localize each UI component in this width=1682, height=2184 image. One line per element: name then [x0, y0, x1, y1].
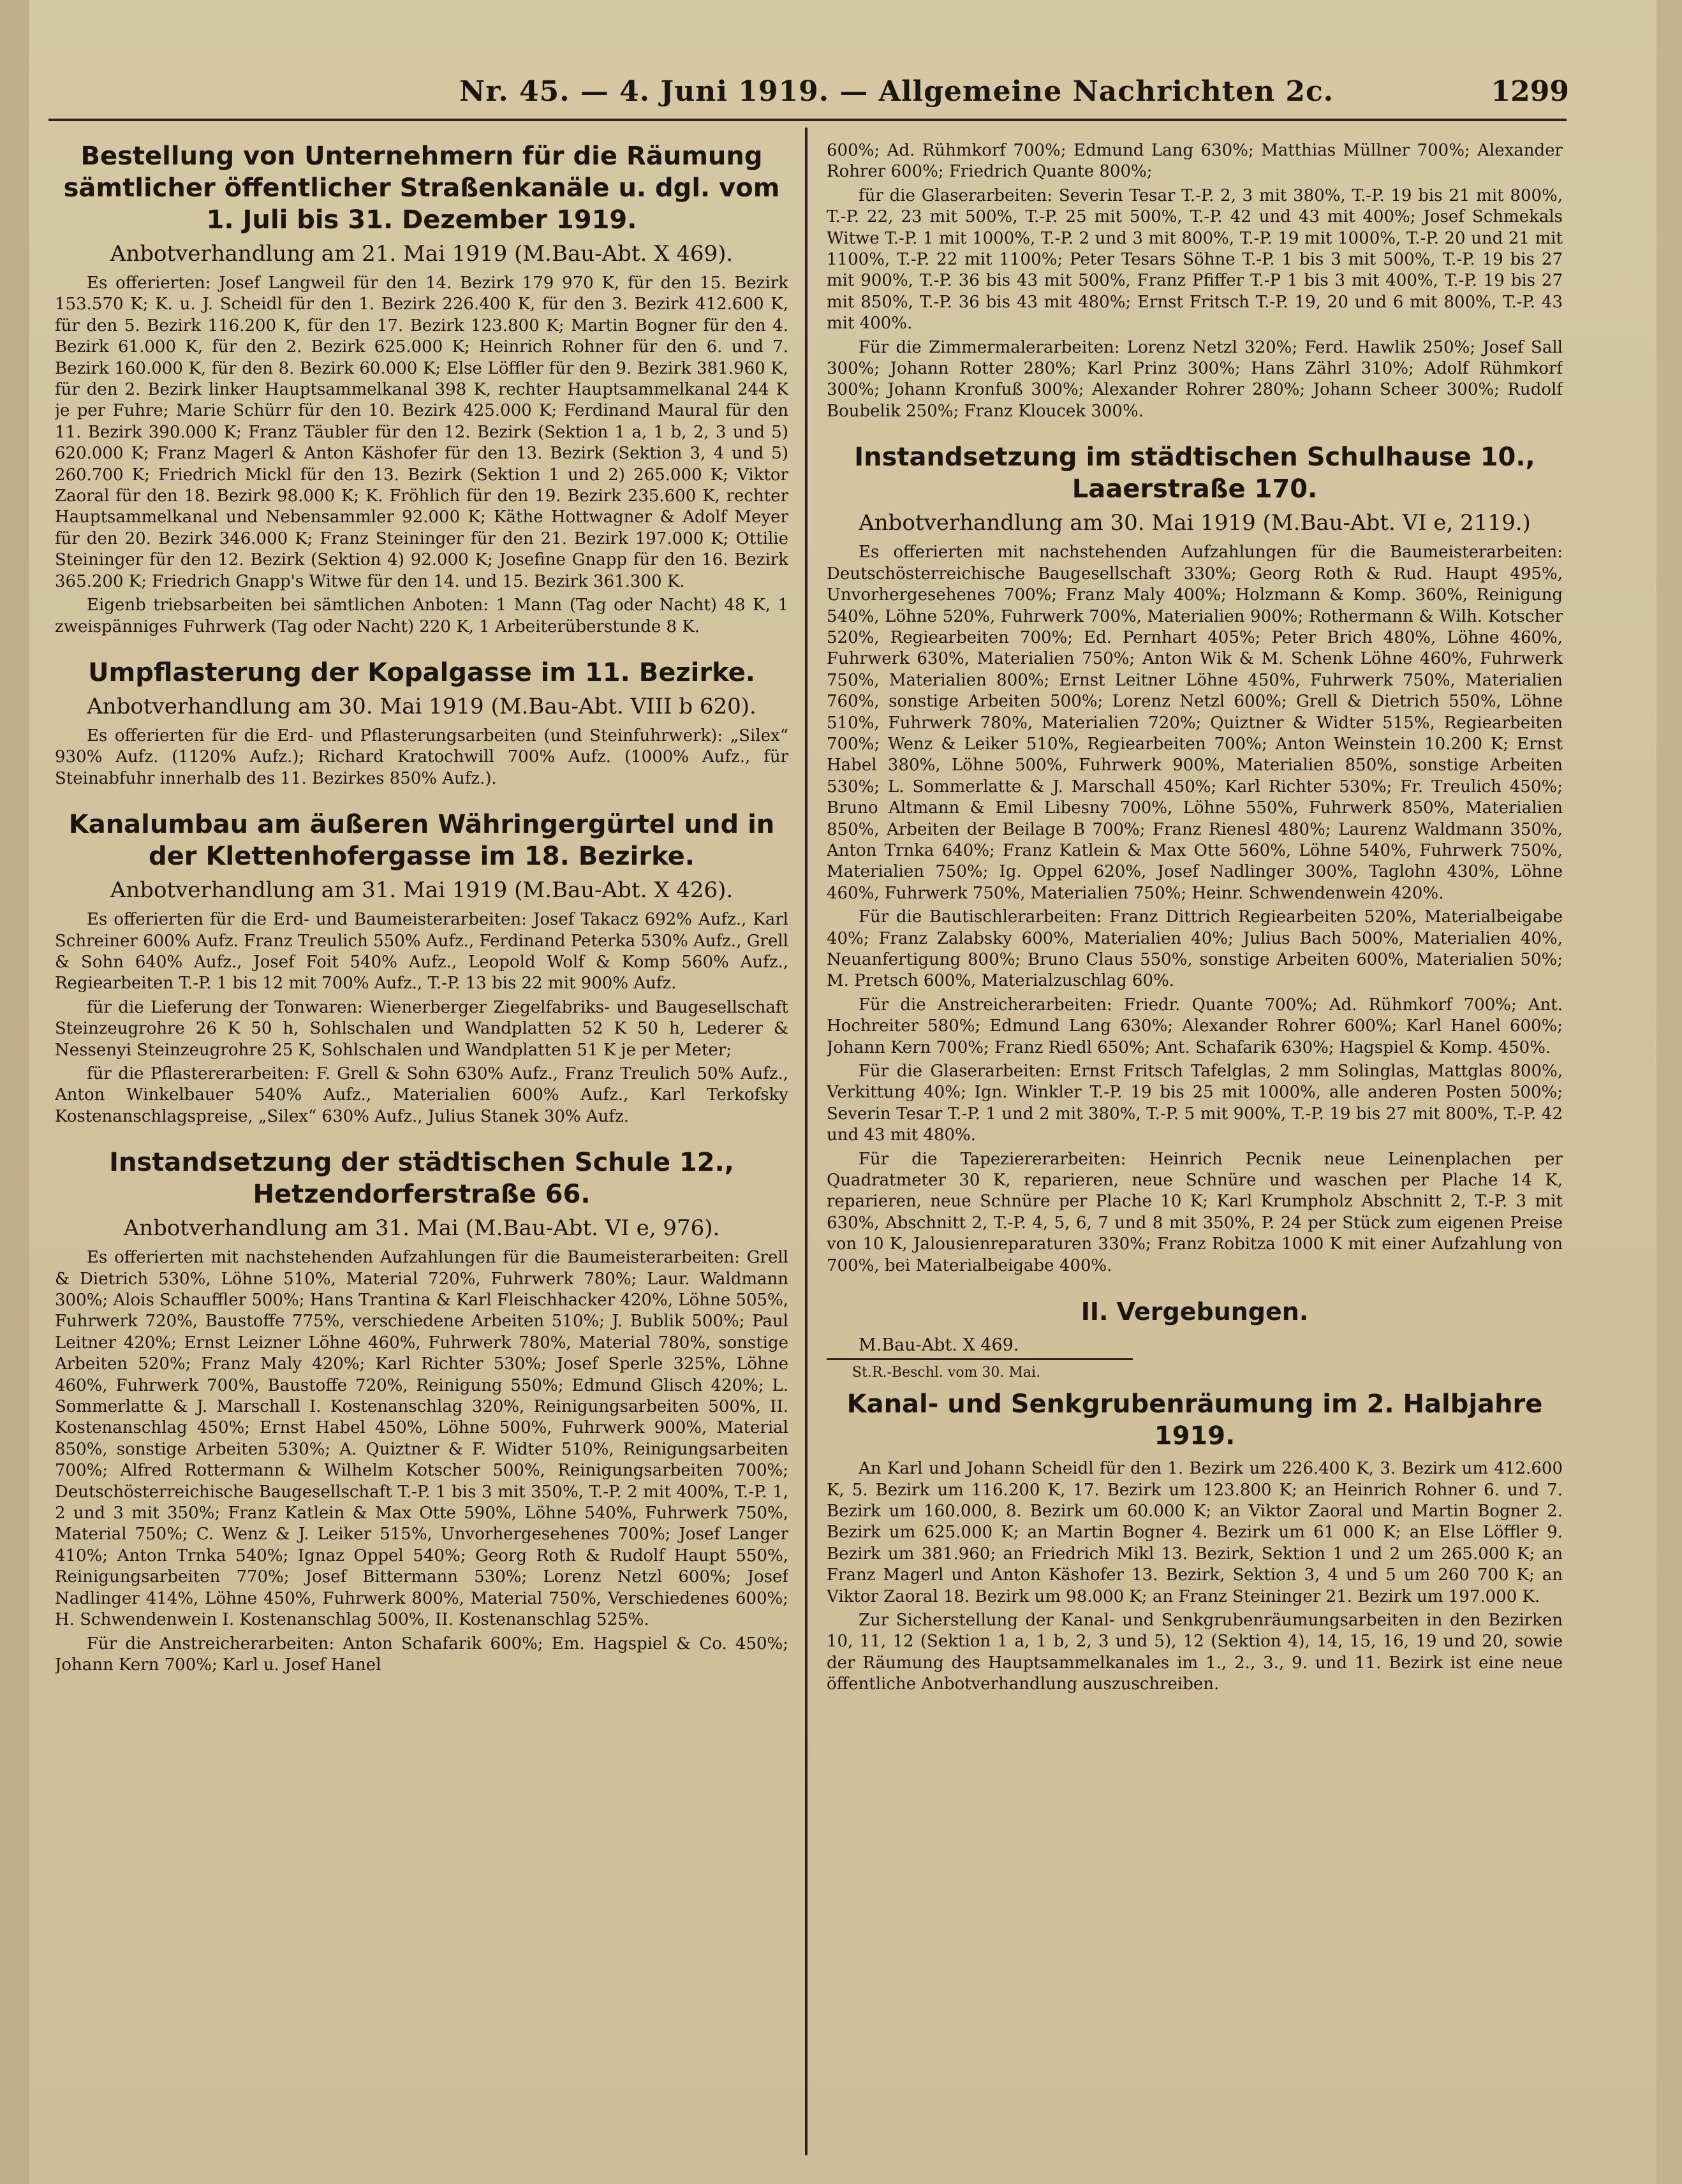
article-paragraph: für die Pflastererarbeiten: F. Grell & Sohn 630% Aufz., Franz Treulich 50% Aufz., Anton Winkelbauer 540% Aufz., Materialien 600% Aufz., Karl Terkofsky Kostenanschlagspreise, „Silex“ 630% Aufz., Julius Stanek 30% Aufz.	[55, 1064, 788, 1126]
article-subtitle: Anbotverhandlung am 30. Mai 1919 (M.Bau-Abt. VIII b 620).	[87, 693, 756, 719]
reference-rule	[827, 1358, 1133, 1360]
page-edge-left	[0, 0, 29, 2184]
article-title: Instandsetzung im städtischen Schulhause 10., Laaerstraße 170.	[854, 443, 1535, 504]
article-paragraph: für die Lieferung der Tonwaren: Wienerberger Ziegelfabriks- und Baugesellschaft Steinzeugrohre 26 K 50 h, Sohlschalen und Wandplatten 52 K 50 h, Lederer & Nessenyi Steinzeugrohre 25 K, Sohlschalen und Wandplatten 51 K je per Meter;	[55, 997, 788, 1060]
page-edge-right	[1656, 0, 1682, 2184]
page-number: 1299	[1491, 75, 1569, 108]
article-paragraph: Für die Tapeziererarbeiten: Heinrich Pecnik neue Leinenplachen per Quadratmeter 30 K, reparieren, neue Schnüre und waschen per Plache 14 K, reparieren, neue Schnüre per Plache 10 K; Karl Krumpholz Abschnitt 2, T.-P. 3 mit 630%, Abschnitt 2, T.-P. 4, 5, 6, 7 und 8 mit 350%, P. 24 per Stück zum eigenen Preise von 10 K, Jalousienreparaturen 330%; Franz Robitza 1000 K mit einer Aufzahlung von 700%, bei Materialbeigabe 400%.	[827, 1149, 1563, 1275]
article-title: Bestellung von Unternehmern für die Räumung sämtlicher öffentlicher Straßenkanäle u. dgl. vom 1. Juli bis 31. Dezember 1919.	[63, 142, 780, 235]
article-subtitle: Anbotverhandlung am 31. Mai (M.Bau-Abt. VI e, 976).	[123, 1215, 720, 1242]
article-paragraph: Für die Glaserarbeiten: Ernst Fritsch Tafelglas, 2 mm Solinglas, Mattglas 800%, Verkittung 40%; Ign. Winkler T.-P. 19 bis 25 mit 1000%, alle anderen Posten 500%; Severin Tesar T.-P. 1 und 2 mit 380%, T.-P. 5 mit 900%, T.-P. 19 bis 27 mit 800%, T.-P. 42 und 43 mit 480%.	[827, 1062, 1563, 1145]
article-kopalgasse	[55, 657, 788, 789]
right-column	[827, 140, 1563, 2143]
reference-line: M.Bau-Abt. X 469.	[859, 1335, 1019, 1356]
article-paragraph: Eigenb triebsarbeiten bei sämtlichen Anboten: 1 Mann (Tag oder Nacht) 48 K, 1 zweispänniges Fuhrwerk (Tag oder Nacht) 220 K, 1 Arbeiterüberstunde 8 K.	[55, 596, 788, 636]
header-title: Nr. 45. — 4. Juni 1919. — Allgemeine Nachrichten 2c.	[459, 75, 1334, 108]
article-continuation	[827, 140, 1563, 422]
column-divider	[805, 128, 808, 2155]
article-paragraph: Es offerierten für die Erd- und Baumeisterarbeiten: Josef Takacz 692% Aufz., Karl Schreiner 600% Aufz. Franz Treulich 550% Aufz., Ferdinand Peterka 530% Aufz., Grell & Sohn 640% Aufz., Josef Foit 540% Aufz., Leopold Wolf & Komp 560% Aufz., Regiearbeiten T.-P. 1 bis 12 mit 700% Aufz., T.-P. 13 bis 22 mit 900% Aufz.	[55, 910, 788, 993]
article-title: Instandsetzung der städtischen Schule 12., Hetzendorferstraße 66.	[109, 1148, 734, 1210]
reference-line-2: St.R.-Beschl. vom 30. Mai.	[852, 1365, 1041, 1381]
article-paragraph: An Karl und Johann Scheidl für den 1. Bezirk um 226.400 K, 3. Bezirk um 412.600 K, 5. Bezirk um 116.200 K, 17. Bezirk um 123.800 K; an Heinrich Rohner 6. und 7. Bezirk um 160.000, 8. Bezirk um 60.000 K; an Viktor Zaoral und Martin Bogner 2. Bezirk um 625.000 K; an Martin Bogner 4. Bezirk um 61 000 K; an Else Löffler 9. Bezirk um 381.960; an Friedrich Mikl 13. Bezirk, Sektion 1 und 2 um 265.000 K; an Franz Magerl und Anton Käshofer 13. Bezirk, Sektion 3, 4 und 5 um 260 700 K; an Viktor Zaoral 18. Bezirk um 98.000 K; an Franz Steininger 21. Bezirk um 197.000 K.	[827, 1459, 1563, 1606]
article-paragraph: Für die Anstreicherarbeiten: Anton Schafarik 600%; Em. Hagspiel & Co. 450%; Johann Kern 700%; Karl u. Josef Hanel	[55, 1634, 788, 1675]
article-kanalumbau-waehringerguertel	[55, 809, 788, 1127]
article-paragraph: Für die Anstreicherarbeiten: Friedr. Quante 700%; Ad. Rühmkorf 700%; Ant. Hochreiter 580%; Edmund Lang 630%; Alexander Rohrer 600%; Karl Hanel 600%; Johann Kern 700%; Franz Riedl 650%; Ant. Schafarik 630%; Hagspiel & Komp. 450%.	[827, 995, 1563, 1057]
article-paragraph: Für die Bautischlerarbeiten: Franz Dittrich Regiearbeiten 520%, Materialbeigabe 40%; Franz Zalabsky 600%, Materialien 40%; Julius Bach 500%, Materialien 40%, Neuanfertigung 800%; Bruno Claus 550%, sonstige Arbeiten 600%, Materialien 50%; M. Pretsch 600%, Materialzuschlag 60%.	[827, 907, 1563, 991]
article-schule-hetzendorferstrasse	[55, 1147, 788, 1676]
article-title: Umpflasterung der Kopalgasse im 11. Bezirke.	[88, 657, 755, 687]
article-paragraph: Es offerierten für die Erd- und Pflasterungsarbeiten (und Steinfuhrwerk): „Silex“ 930% Aufz. (1120% Aufz.); Richard Kratochwill 700% Aufz. (1000% Aufz., für Steinabfuhr innerhalb des 11. Bezirkes 850% Aufz.).	[55, 726, 788, 788]
article-paragraph: Zur Sicherstellung der Kanal- und Senkgrubenräumungsarbeiten in den Bezirken 10, 11, 12 (Sektion 1 a, 1 b, 2, 3 und 5), 12 (Sektion 4), 14, 15, 16, 19 und 20, sowie der Räumung des Hauptsammelkanales im 1., 2., 3., 9. und 11. Bezirk ist eine neue öffentliche Anbotverhandlung auszuschreiben.	[827, 1610, 1563, 1694]
article-subtitle: Anbotverhandlung am 30. Mai 1919 (M.Bau-Abt. VI e, 2119.)	[859, 510, 1531, 536]
article-schulhaus-laaerstrasse	[827, 441, 1563, 1277]
article-subtitle: Anbotverhandlung am 31. Mai 1919 (M.Bau-Abt. X 426).	[110, 877, 734, 904]
article-title: Kanal- und Senkgrubenräumung im 2. Halbjahre 1919.	[846, 1389, 1543, 1451]
article-vergebungen	[827, 1296, 1563, 1695]
left-column	[55, 140, 788, 2143]
article-title: Kanalumbau am äußeren Währingergürtel und in der Klettenhofergasse im 18. Bezirke.	[68, 810, 775, 872]
article-paragraph: Es offerierten mit nachstehenden Aufzahlungen für die Baumeisterarbeiten: Grell & Dietrich 530%, Löhne 510%, Material 720%, Fuhrwerk 780%; Laur. Waldmann 300%; Alois Schauffler 500%; Hans Trantina & Karl Fleischhacker 420%, Löhne 505%, Fuhrwerk 720%, Baustoffe 775%, verschiedene Arbeiten 510%; J. Bublik 500%; Paul Leitner 420%; Ernst Leizner Löhne 460%, Fuhrwerk 780%, Material 780%, sonstige Arbeiten 520%; Franz Maly 420%; Karl Richter 530%; Josef Sperle 325%, Löhne 460%, Fuhrwerk 700%, Baustoffe 720%, Reinigung 550%; Edmund Glisch 420%; L. Sommerlatte & J. Marschall I. Kostenanschlag 320%, Reinigungsarbeiten 500%, II. Kostenanschlag 450%; Ernst Habel 450%, Löhne 500%, Fuhrwerk 900%, Material 850%, sonstige Arbeiten 530%; A. Quiztner & F. Widter 510%, Reinigungsarbeiten 700%; Alfred Rottermann & Wilhelm Kotscher 500%, Reinigungsarbeiten 700%; Deutschösterreichische Baugesellschaft T.-P. 1 bis 3 mit 350%, T.-P. 2 mit 400%, T.-P. 1, 2 und 3 mit 350%; Franz Katlein & Max Otte 590%, Löhne 540%, Fuhrwerk 750%, Material 750%; C. Wenz & J. Leiker 515%, Unvorhergesehenes 700%; Josef Langer 410%; Anton Trnka 540%; Ignaz Oppel 540%; Georg Roth & Rudolf Haupt 550%, Reinigungsarbeiten 770%; Josef Bittermann 530%; Lorenz Netzl 600%; Josef Nadlinger 414%, Löhne 450%, Fuhrwerk 800%, Material 750%, Verschiedenes 600%; H. Schwendenwein I. Kostenanschlag 500%, II. Kostenanschlag 525%.	[55, 1248, 788, 1630]
article-kanalraeumung-bestellung	[55, 140, 788, 638]
article-paragraph: Für die Zimmermalerarbeiten: Lorenz Netzl 320%; Ferd. Hawlik 250%; Josef Sall 300%; Johann Rotter 280%; Karl Prinz 300%; Hans Zährl 310%; Adolf Rühmkorf 300%; Johann Kronfuß 300%; Alexander Rohrer 280%; Johann Scheer 300%; Rudolf Boubelik 250%; Franz Kloucek 300%.	[827, 337, 1563, 421]
article-subtitle: Anbotverhandlung am 21. Mai 1919 (M.Bau-Abt. X 469).	[110, 241, 734, 267]
article-paragraph: Es offerierten: Josef Langweil für den 14. Bezirk 179 970 K, für den 15. Bezirk 153.570 K; K. u. J. Scheidl für den 1. Bezirk 226.400 K, für den 3. Bezirk 412.600 K, für den 5. Bezirk 116.200 K, für den 17. Bezirk 123.800 K; Martin Bogner für den 4. Bezirk 61.000 K, für den 2. Bezirk 625.000 K; Heinrich Rohner für den 6. und 7. Bezirk 160.000 K, für den 8. Bezirk 60.000 K; Else Löffler für den 9. Bezirk 381.960 K, für den 2. Bezirk linker Hauptsammelkanal 398 K, rechter Hauptsammelkanal 244 K je per Fuhre; Marie Schürr für den 10. Bezirk 425.000 K; Ferdinand Maural für den 11. Bezirk 390.000 K; Franz Täubler für den 12. Bezirk (Sektion 1 a, 1 b, 2, 3 und 5) 620.000 K; Franz Magerl & Anton Käshofer für den 13. Bezirk (Sektion 3, 4 und 5) 260.700 K; Friedrich Mickl für den 13. Bezirk (Sektion 1 und 2) 265.000 K; Viktor Zaoral für den 18. Bezirk 98.000 K; K. Fröhlich für den 19. Bezirk 235.600 K, rechter Hauptsammelkanal und Nebensammler 92.000 K; Käthe Hottwagner & Adolf Meyer für den 20. Bezirk 346.000 K; Franz Steininger für den 21. Bezirk 197.000 K; Ottilie Steininger für den 12. Bezirk (Sektion 4) 92.000 K; Josefine Gnapp für den 16. Bezirk 365.200 K; Friedrich Gnapp's Witwe für den 14. und 15. Bezirk 361.300 K.	[55, 274, 788, 591]
section-heading: II. Vergebungen.	[1081, 1298, 1309, 1326]
article-paragraph: Es offerierten mit nachstehenden Aufzahlungen für die Baumeisterarbeiten: Deutschösterreichische Baugesellschaft 330%; Georg Roth & Rud. Haupt 495%, Unvorhergesehenes 700%; Franz Maly 400%; Holzmann & Komp. 360%, Reinigung 540%, Löhne 520%, Fuhrwerk 700%, Materialien 900%; Rothermann & Wilh. Kotscher 520%, Regiearbeiten 700%; Ed. Pernhart 405%; Peter Brich 480%, Löhne 460%, Fuhrwerk 630%, Materialien 750%; Anton Wik & M. Schenk Löhne 460%, Fuhrwerk 750%, Materialien 800%; Ernst Leitner Löhne 450%, Fuhrwerk 750%, Materialien 760%, sonstige Arbeiten 500%; Lorenz Netzl 600%; Grell & Dietrich 550%, Löhne 510%, Fuhrwerk 780%, Materialien 720%; Quiztner & Widter 515%, Regiearbeiten 700%; Wenz & Leiker 510%, Regiearbeiten 700%; Anton Weinstein 10.200 K; Ernst Habel 380%, Löhne 500%, Fuhrwerk 900%, Materialien 850%, sonstige Arbeiten 530%; L. Sommerlatte & J. Marschall 450%; Karl Richter 530%; Fr. Treulich 450%; Bruno Altmann & Emil Libesny 700%, Löhne 550%, Fuhrwerk 850%, Materialien 850%, Arbeiten der Beilage B 700%; Franz Rienesl 480%; Laurenz Waldmann 350%, Anton Trnka 640%; Franz Katlein & Max Otte 560%, Löhne 540%, Fuhrwerk 750%, Materialien 750%; Ig. Oppel 620%, Josef Nadlinger 300%, Taglohn 430%, Löhne 460%, Fuhrwerk 750%, Materialien 750%; Heinr. Schwendenwein 420%.	[827, 543, 1563, 903]
page-header	[51, 70, 1569, 115]
article-paragraph: 600%; Ad. Rühmkorf 700%; Edmund Lang 630%; Matthias Müllner 700%; Alexander Rohrer 600%; Friedrich Quante 800%;	[827, 141, 1563, 182]
article-paragraph: für die Glaserarbeiten: Severin Tesar T.-P. 2, 3 mit 380%, T.-P. 19 bis 21 mit 800%, T.-P. 22, 23 mit 500%, T.-P. 25 mit 500%, T.-P. 42 und 43 mit 400%; Josef Schmekals Witwe T.-P. 1 mit 1000%, T.-P. 2 und 3 mit 800%, T.-P. 19 mit 1000%, T.-P. 20 und 21 mit 1100%, T.-P. 22 mit 1100%; Peter Tesars Söhne T.-P. 1 bis 3 mit 500%, T.-P. 19 bis 27 mit 900%, T.-P. 36 bis 43 mit 500%, Franz Pfiffer T.-P 1 bis 3 mit 400%, T.-P. 19 bis 27 mit 850%, T.-P. 36 bis 43 mit 480%; Ernst Fritsch T.-P. 19, 20 und 6 mit 800%, T.-P. 43 mit 400%.	[827, 186, 1563, 333]
header-rule	[48, 119, 1567, 121]
